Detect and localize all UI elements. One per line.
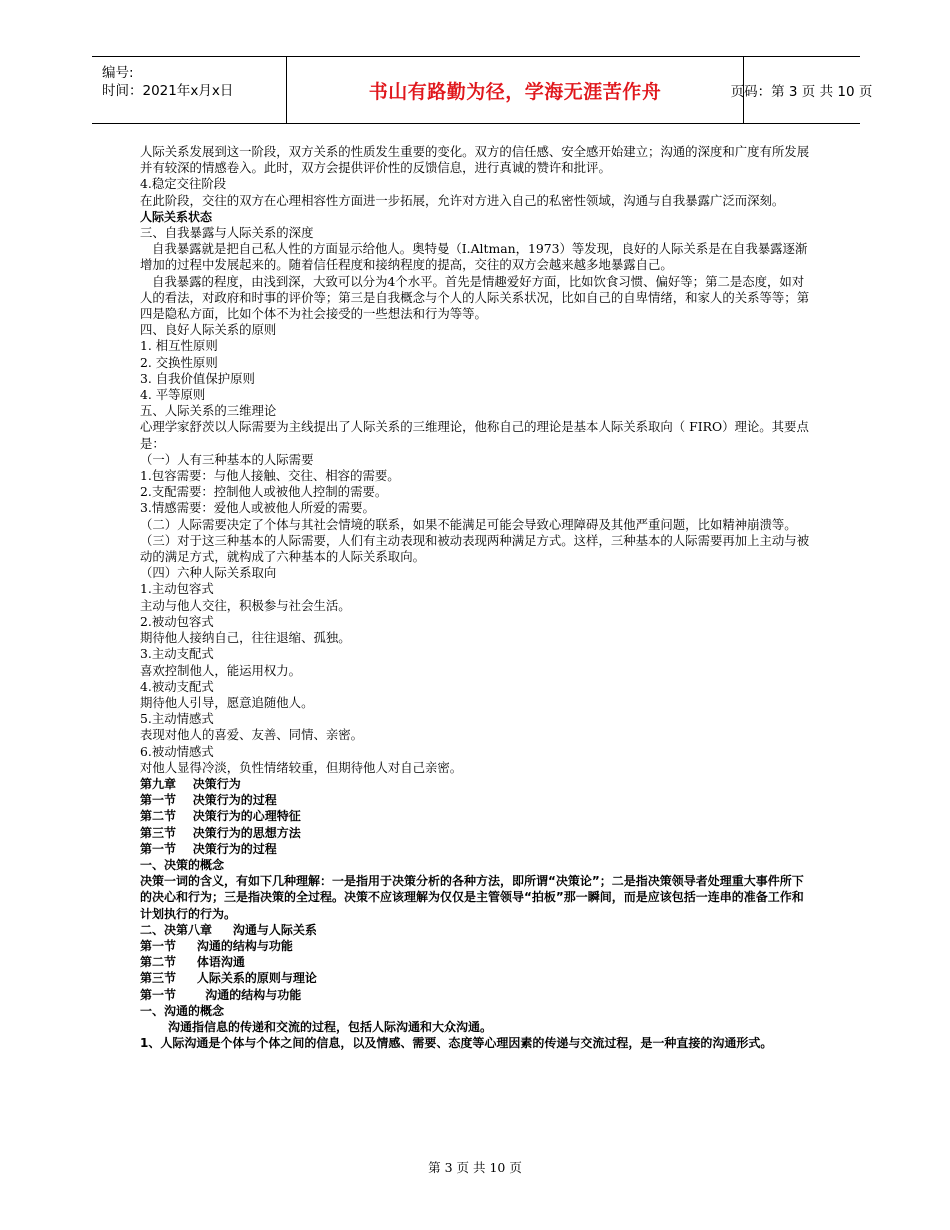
paragraph: 人际关系发展到这一阶段，双方关系的性质发生重要的变化。双方的信任感、安全感开始建立；沟通的深度和广度有所发展并有较深的情感卷入。此时，双方会提供评价性的反馈信息，进行真诚的赞许和批评。 [140, 144, 810, 176]
page-header [92, 56, 873, 124]
paragraph: 一、沟通的概念 [140, 1003, 225, 1018]
paragraph: 第三节 人际关系的原则与理论 [140, 971, 317, 986]
paragraph: 四、良好人际关系的原则 [140, 322, 277, 338]
paragraph: 第三节 决策行为的思想方法 [140, 825, 301, 840]
paragraph: 第一节 决策行为的过程 [140, 841, 277, 856]
paragraph: 2. 交换性原则 [140, 354, 218, 370]
paragraph: 第一节 沟通的结构与功能 [140, 987, 302, 1002]
paragraph: （四）六种人际关系取向 [140, 565, 277, 581]
paragraph: 一、决策的概念 [140, 857, 225, 872]
paragraph: 沟通指信息的传递和交流的过程，包括人际沟通和大众沟通。 [168, 1019, 493, 1034]
paragraph: 表现对他人的喜爱、友善、同情、亲密。 [140, 727, 364, 743]
paragraph: （三）对于这三种基本的人际需要，人们有主动表现和被动表现两种满足方式。这样，三种基本的人际需要再加上主动与被动的满足方式，就构成了六种基本的人际关系取向。 [140, 532, 810, 565]
page-code: 页码：第 3 页 共 10 页 [730, 84, 873, 100]
paragraph: 五、人际关系的三维理论 [140, 403, 277, 419]
paragraph: 2.被动包容式 [140, 613, 214, 629]
paragraph: 第二节 决策行为的心理特征 [140, 809, 301, 824]
paragraph: 喜欢控制他人，能运用权力。 [140, 662, 302, 678]
paragraph: 1.包容需要：与他人接触、交往、相容的需要。 [140, 468, 400, 484]
header-page-cell [730, 57, 873, 123]
paragraph: 2.支配需要：控制他人或被他人控制的需要。 [140, 484, 388, 500]
paragraph: 三、自我暴露与人际关系的深度 [140, 225, 314, 241]
document-body [140, 144, 812, 1051]
paragraph: 在此阶段，交往的双方在心理相容性方面进一步拓展，允许对方进入自己的私密性领域，沟通与自我暴露广泛而深刻。 [140, 192, 785, 208]
paragraph: 4. 平等原则 [140, 387, 206, 403]
paragraph: 对他人显得冷淡，负性情绪较重，但期待他人对自己亲密。 [140, 759, 463, 775]
paragraph: 自我暴露就是把自己私人性的方面显示给他人。奥特曼（I.Altman，1973）等发现，良好的人际关系是在自我暴露逐渐增加的过程中发展起来的。随着信任程度和接纳程度的提高，交往的双方会越来越多地暴露自己。 [140, 241, 808, 273]
paragraph: 决策一词的含义，有如下几种理解：一是指用于决策分析的各种方法，即所谓“决策论”；二是指决策领导者处理重大事件所下的决心和行为；三是指决策的全过程。决策不应该理解为仅仅是主管领导“拍板”那一瞬间，而是应该包括一连串的准备工作和计划执行的行为。 [140, 874, 804, 921]
header-motto-cell [286, 57, 744, 123]
serial-number-label: 编号: [102, 65, 134, 81]
paragraph: 4.稳定交往阶段 [140, 176, 227, 192]
paragraph: 3.主动支配式 [140, 646, 214, 662]
paragraph: 1. 相互性原则 [140, 338, 218, 354]
paragraph: 心理学家舒茨以人际需要为主线提出了人际关系的三维理论，他称自己的理论是基本人际关系取向（ FIRO）理论。其要点是： [140, 419, 809, 451]
paragraph: 自我暴露的程度，由浅到深，大致可以分为4个水平。首先是情趣爱好方面，比如饮食习惯、偏好等；第二是态度，如对人的看法，对政府和时事的评价等；第三是自我概念与个人的人际关系状况，比如自己的自卑情绪，和家人的关系等等；第四是隐私方面，比如个体不为社会接受的一些想法和行为等等。 [140, 273, 810, 322]
paragraph: 1、人际沟通是个体与个体之间的信息，以及情感、需要、态度等心理因素的传递与交流过程，是一种直接的沟通形式。 [140, 1036, 773, 1051]
paragraph: 1.主动包容式 [140, 581, 214, 597]
paragraph: 人际关系状态 [140, 209, 213, 224]
paragraph: （二）人际需要决定了个体与其社会情境的联系，如果不能满足可能会导致心理障碍及其他严重问题，比如精神崩溃等。 [140, 516, 797, 532]
header-left-cell [92, 57, 286, 123]
paragraph: 5.主动情感式 [140, 711, 214, 727]
paragraph: 6.被动情感式 [140, 743, 214, 759]
paragraph: 3. 自我价值保护原则 [140, 370, 255, 386]
paragraph: 第九章 决策行为 [140, 776, 241, 791]
paragraph: 第二节 体语沟通 [140, 955, 245, 970]
paragraph: 3.情感需要：爱他人或被他人所爱的需要。 [140, 500, 375, 516]
paragraph: 第一节 沟通的结构与功能 [140, 938, 293, 953]
motto-text: 书山有路勤为径，学海无涯苦作舟 [368, 80, 662, 103]
date-label: 时间：2021年x月x日 [102, 83, 234, 99]
paragraph: 期待他人接纳自己，往往退缩、孤独。 [140, 630, 351, 646]
page-footer: 第 3 页 共 10 页 [428, 1160, 522, 1175]
paragraph: 二、决第八章 沟通与人际关系 [140, 922, 317, 937]
paragraph: 第一节 决策行为的过程 [140, 793, 277, 808]
paragraph: 期待他人引导，愿意追随他人。 [140, 694, 314, 710]
paragraph: 4.被动支配式 [140, 678, 214, 694]
paragraph: 主动与他人交往，积极参与社会生活。 [140, 597, 351, 613]
paragraph: （一）人有三种基本的人际需要 [140, 451, 314, 467]
